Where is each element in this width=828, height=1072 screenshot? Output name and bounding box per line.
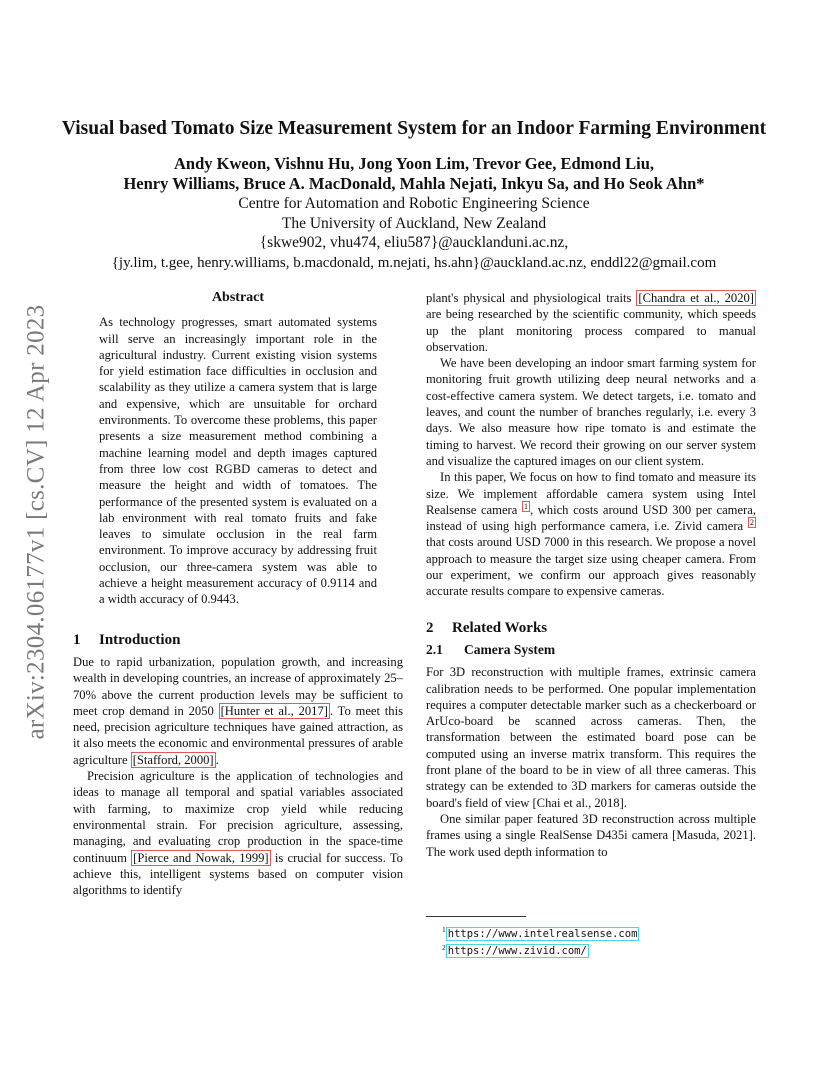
footnote-link[interactable]: 2 [750,517,754,527]
citation-link[interactable]: [Hunter et al., 2017] [220,703,328,718]
authors-line-2: Henry Williams, Bruce A. MacDonald, Mahla Nejati, Inkyu Sa, and Ho Seok Ahn* [123,174,705,193]
footnote-2: $^2$ https://www.zivid.com/ [442,942,587,958]
section-related-works-heading [426,620,756,636]
paper-header [60,118,768,273]
intro-paragraph-1: Due to rapid urbanization, population growth, and increasing wealth in developing countries, an increase of approximately 25–70% above the current production levels may be sufficient to meet crop demand in 2050 [Hunter et al., 2017] . To meet this need, precision agriculture techniques have gained attraction, as it also meets the economic and environmental pressures of arable agriculture [Stafford, 2000] . [73,654,403,767]
intro-paragraph-4: In this paper, We focus on how to find tomato and measure its size. We implement affordable camera system using Intel Realsense camera $^1$ , which costs around USD 300 per camera, instead of using high performance camera, i.e. Zivid camera $^2$ that costs around USD 7000 in this research. We propose a novel approach to measure the target size using cheaper camera. From our experiment, we confirm our approach gives reasonably accurate results compare to expensive cameras. [426,470,756,599]
section-title: Introduction [99,631,181,648]
citation-link[interactable]: [Stafford, 2000] [132,752,214,767]
intro-paragraph-2: Precision agriculture is the application of technologies and ideas to manage all temporal and spatial variables associated with farming, to maximize crop yield while reducing environmental strain. For precision agriculture, assessing, managing, and evaluating crop production in the space-time continuum [Pierce and Nowak, 1999] is crucial for success. To achieve this, intelligent systems based on computer vision algorithms to identify [73,769,403,898]
section-number: 2 [426,619,434,636]
intro-paragraph-3: We have been developing an indoor smart farming system for monitoring fruit growth utilizing deep neural networks and a cost-effective camera system. We detect targets, i.e. tomato and leaves, and count the number of branches regularly, i.e. every 3 days. We also measure how ripe tomato is and estimate the timing to harvest. We record their growing on our server system and visualize the captured images on our client system. [426,356,756,468]
arxiv-identifier [18,286,54,758]
emails-line-2: {jy.lim, t.gee, henry.williams, b.macdonald, m.nejati, hs.ahn}@auckland.ac.nz, enddl22@gmail.com [111,254,717,271]
affiliation-line-1: Centre for Automation and Robotic Engineering Science [238,195,590,212]
abstract-heading: Abstract [211,290,265,305]
intro-paragraph-2-continued: plant's physical and physiological traits [Chandra et al., 2020] are being researched by the scientific community, which speeds up the plant monitoring process compared to manual observation. [426,291,756,354]
left-column [73,290,403,898]
subsection-title: Camera System [464,641,556,657]
subsection-camera-system-heading [426,642,756,658]
arxiv-identifier-text: arXiv:2304.06177v1 [cs.CV] 12 Apr 2023 [22,304,50,740]
footnote-1: $^1$ https://www.intelrealsense.com [442,925,638,940]
footnote-url-link[interactable]: https://www.intelrealsense.com [447,927,638,940]
subsection-number: 2.1 [426,641,443,657]
paper-title: Visual based Tomato Size Measurement System for an Indoor Farming Environment [61,118,767,139]
related-paragraph-1: For 3D reconstruction with multiple frames, extrinsic camera calibration needs to be performed. One popular implementation requires a computer detectable marker such as a checkerboard or ArUco-board be scanned across cameras. Then, the transformation between the estimated board pose can be computed using an inverse matrix transform. This requires the front plane of the board to be in view of all three cameras. This strategy can be extended to 3D markers for cameras outside the board's field of view [Chai et al., 2018]. [426,665,756,810]
footnote-rule [426,916,526,917]
right-column [426,290,756,860]
authors-line-1: Andy Kweon, Vishnu Hu, Jong Yoon Lim, Trevor Gee, Edmond Liu, [174,154,654,173]
footnote-url-link[interactable]: https://www.zivid.com/ [447,945,587,958]
related-paragraph-2: One similar paper featured 3D reconstruction across multiple frames using a single RealSense D435i camera [Masuda, 2021]. The work used depth information to [426,811,756,859]
citation-link[interactable]: [Chandra et al., 2020] [638,291,754,305]
footnotes [426,916,756,958]
emails-line-1: {skwe902, vhu474, eliu587}@aucklanduni.ac.nz, [259,234,569,251]
section-introduction-heading [73,632,403,648]
citation-link[interactable]: [Pierce and Nowak, 1999] [133,850,269,865]
footnote-link[interactable]: 1 [523,501,528,511]
affiliation-line-2: The University of Auckland, New Zealand [281,214,547,232]
section-title: Related Works [452,619,548,636]
abstract-text: As technology progresses, smart automated systems will serve an increasingly important role in the agricultural industry. Current existing vision systems for yield estimation face difficulties in occlusion and scalability as they utilize a camera system that is large and expensive, which are unsuitable for orchard environments. To overcome these problems, this paper presents a size measurement method combining a machine learning model and depth images captured from three low cost RGBD cameras to detect and measure the height and width of tomatoes. The performance of the presented system is evaluated on a lab environment with real tomato fruits and fake leaves to simulate occlusion in the real farm environment. To improve accuracy by addressing fruit occlusion, our three-camera system was able to achieve a height measurement accuracy of 0.9114 and a width accuracy of 0.9443. [99,315,377,607]
section-number: 1 [73,631,81,648]
